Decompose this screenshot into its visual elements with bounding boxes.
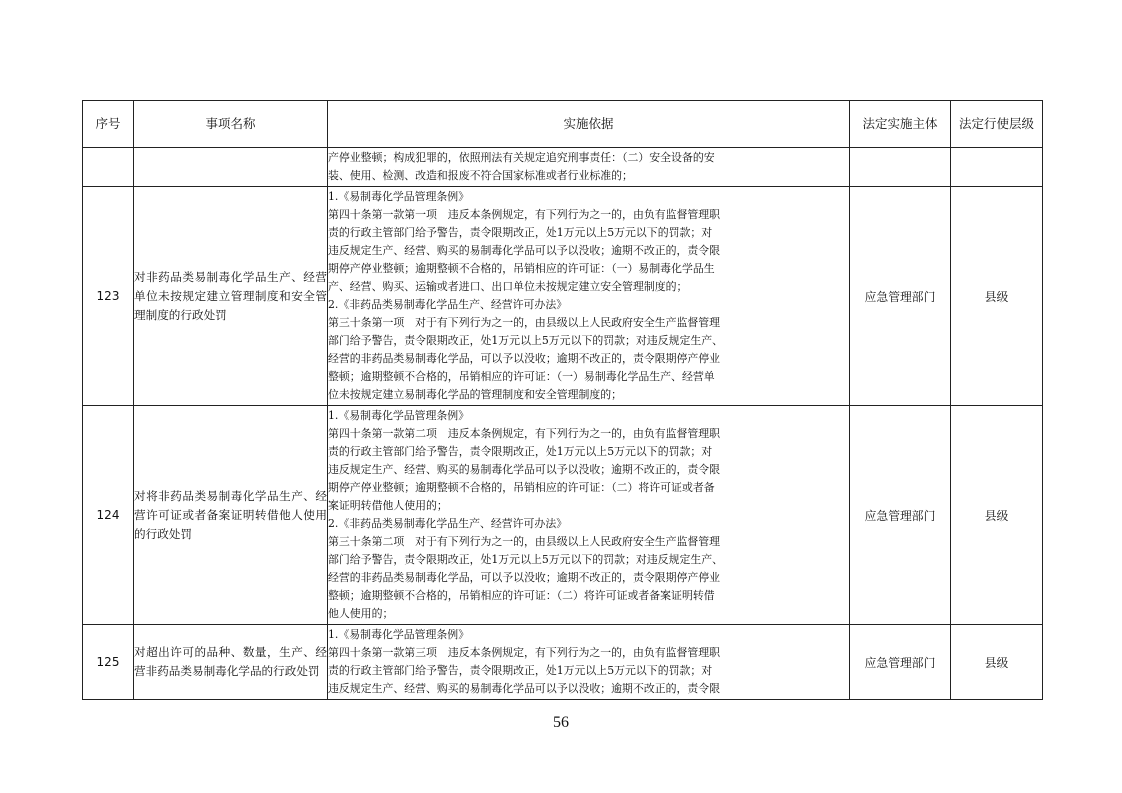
header-subject: 法定实施主体 (850, 101, 951, 148)
basis-line: 责的行政主管部门给予警告，责令限期改正，处1万元以上5万元以下的罚款；对 (328, 664, 713, 677)
row-basis (328, 406, 850, 625)
header-basis: 实施依据 (328, 101, 850, 148)
table-row (83, 406, 1043, 625)
basis-line: 第四十条第一款第二项 违反本条例规定，有下列行为之一的，由负有监督管理职 (328, 427, 721, 440)
continuation-name-cell (134, 148, 328, 187)
row-seq: 124 (83, 406, 134, 625)
basis-line: 1.《易制毒化学品管理条例》 (328, 190, 470, 203)
basis-line: 1.《易制毒化学品管理条例》 (328, 409, 470, 422)
basis-line: 违反规定生产、经营、购买的易制毒化学品可以予以没收；逾期不改正的，责令限 (328, 682, 721, 695)
basis-line: 第四十条第一款第一项 违反本条例规定，有下列行为之一的，由负有监督管理职 (328, 208, 721, 221)
row-item-name: 对非药品类易制毒化学品生产、经营单位未按规定建立管理制度和安全管理制度的行政处罚 (134, 187, 328, 406)
basis-line: 第四十条第一款第三项 违反本条例规定，有下列行为之一的，由负有监督管理职 (328, 646, 721, 659)
table-row (83, 187, 1043, 406)
header-level: 法定行使层级 (951, 101, 1043, 148)
basis-line: 第三十条第一项 对于有下列行为之一的，由县级以上人民政府安全生产监督管理 (328, 316, 721, 329)
continuation-subject-cell (850, 148, 951, 187)
row-level: 县级 (951, 187, 1043, 406)
basis-line: 违反规定生产、经营、购买的易制毒化学品可以予以没收；逾期不改正的，责令限 (328, 244, 721, 257)
basis-line: 整顿；逾期整顿不合格的，吊销相应的许可证：（二）将许可证或者备案证明转借 (328, 589, 715, 602)
page-number: 56 (553, 714, 569, 731)
row-subject: 应急管理部门 (850, 187, 951, 406)
basis-line: 经营的非药品类易制毒化学品，可以予以没收；逾期不改正的，责令限期停产停业 (328, 571, 721, 584)
row-seq: 123 (83, 187, 134, 406)
continuation-basis-cell (328, 148, 850, 187)
table-row (83, 625, 1043, 700)
basis-line: 整顿；逾期整顿不合格的，吊销相应的许可证：（一）易制毒化学品生产、经营单 (328, 370, 715, 383)
basis-line: 位未按规定建立易制毒化学品的管理制度和安全管理制度的； (328, 388, 623, 401)
basis-line: 期停产停业整顿；逾期整顿不合格的，吊销相应的许可证：（一）易制毒化学品生 (328, 262, 715, 275)
continuation-row (83, 148, 1043, 187)
basis-line: 部门给予警告，责令限期改正，处1万元以上5万元以下的罚款；对违反规定生产、 (328, 334, 724, 347)
row-basis (328, 625, 850, 700)
row-basis (328, 187, 850, 406)
row-item-name: 对超出许可的品种、数量，生产、经营非药品类易制毒化学品的行政处罚 (134, 625, 328, 700)
header-item-name: 事项名称 (134, 101, 328, 148)
basis-line: 案证明转借他人使用的； (328, 499, 448, 512)
basis-line: 2.《非药品类易制毒化学品生产、经营许可办法》 (328, 298, 568, 311)
row-level: 县级 (951, 406, 1043, 625)
continuation-seq-cell (83, 148, 134, 187)
basis-line: 责的行政主管部门给予警告，责令限期改正，处1万元以上5万元以下的罚款；对 (328, 226, 713, 239)
basis-line: 装、使用、检测、改造和报废不符合国家标准或者行业标准的； (328, 169, 633, 182)
basis-line: 产、经营、购买、运输或者进口、出口单位未按规定建立安全管理制度的； (328, 280, 688, 293)
basis-line: 他人使用的； (328, 607, 394, 620)
basis-line: 1.《易制毒化学品管理条例》 (328, 628, 470, 641)
header-seq: 序号 (83, 101, 134, 148)
basis-line: 部门给予警告，责令限期改正，处1万元以上5万元以下的罚款；对违反规定生产、 (328, 553, 724, 566)
basis-line: 责的行政主管部门给予警告，责令限期改正，处1万元以上5万元以下的罚款；对 (328, 445, 713, 458)
row-subject: 应急管理部门 (850, 406, 951, 625)
basis-line: 违反规定生产、经营、购买的易制毒化学品可以予以没收；逾期不改正的，责令限 (328, 463, 721, 476)
basis-line: 期停产停业整顿；逾期整顿不合格的，吊销相应的许可证：（二）将许可证或者备 (328, 481, 715, 494)
basis-line: 产停业整顿；构成犯罪的，依照刑法有关规定追究刑事责任：（二）安全设备的安 (328, 151, 715, 164)
row-level: 县级 (951, 625, 1043, 700)
row-seq: 125 (83, 625, 134, 700)
table-header-row (83, 101, 1043, 148)
row-subject: 应急管理部门 (850, 625, 951, 700)
basis-line: 经营的非药品类易制毒化学品，可以予以没收；逾期不改正的，责令限期停产停业 (328, 352, 721, 365)
basis-line: 第三十条第二项 对于有下列行为之一的，由县级以上人民政府安全生产监督管理 (328, 535, 721, 548)
enforcement-items-table (82, 100, 1043, 700)
basis-line: 2.《非药品类易制毒化学品生产、经营许可办法》 (328, 517, 568, 530)
row-item-name: 对将非药品类易制毒化学品生产、经营许可证或者备案证明转借他人使用的行政处罚 (134, 406, 328, 625)
continuation-level-cell (951, 148, 1043, 187)
